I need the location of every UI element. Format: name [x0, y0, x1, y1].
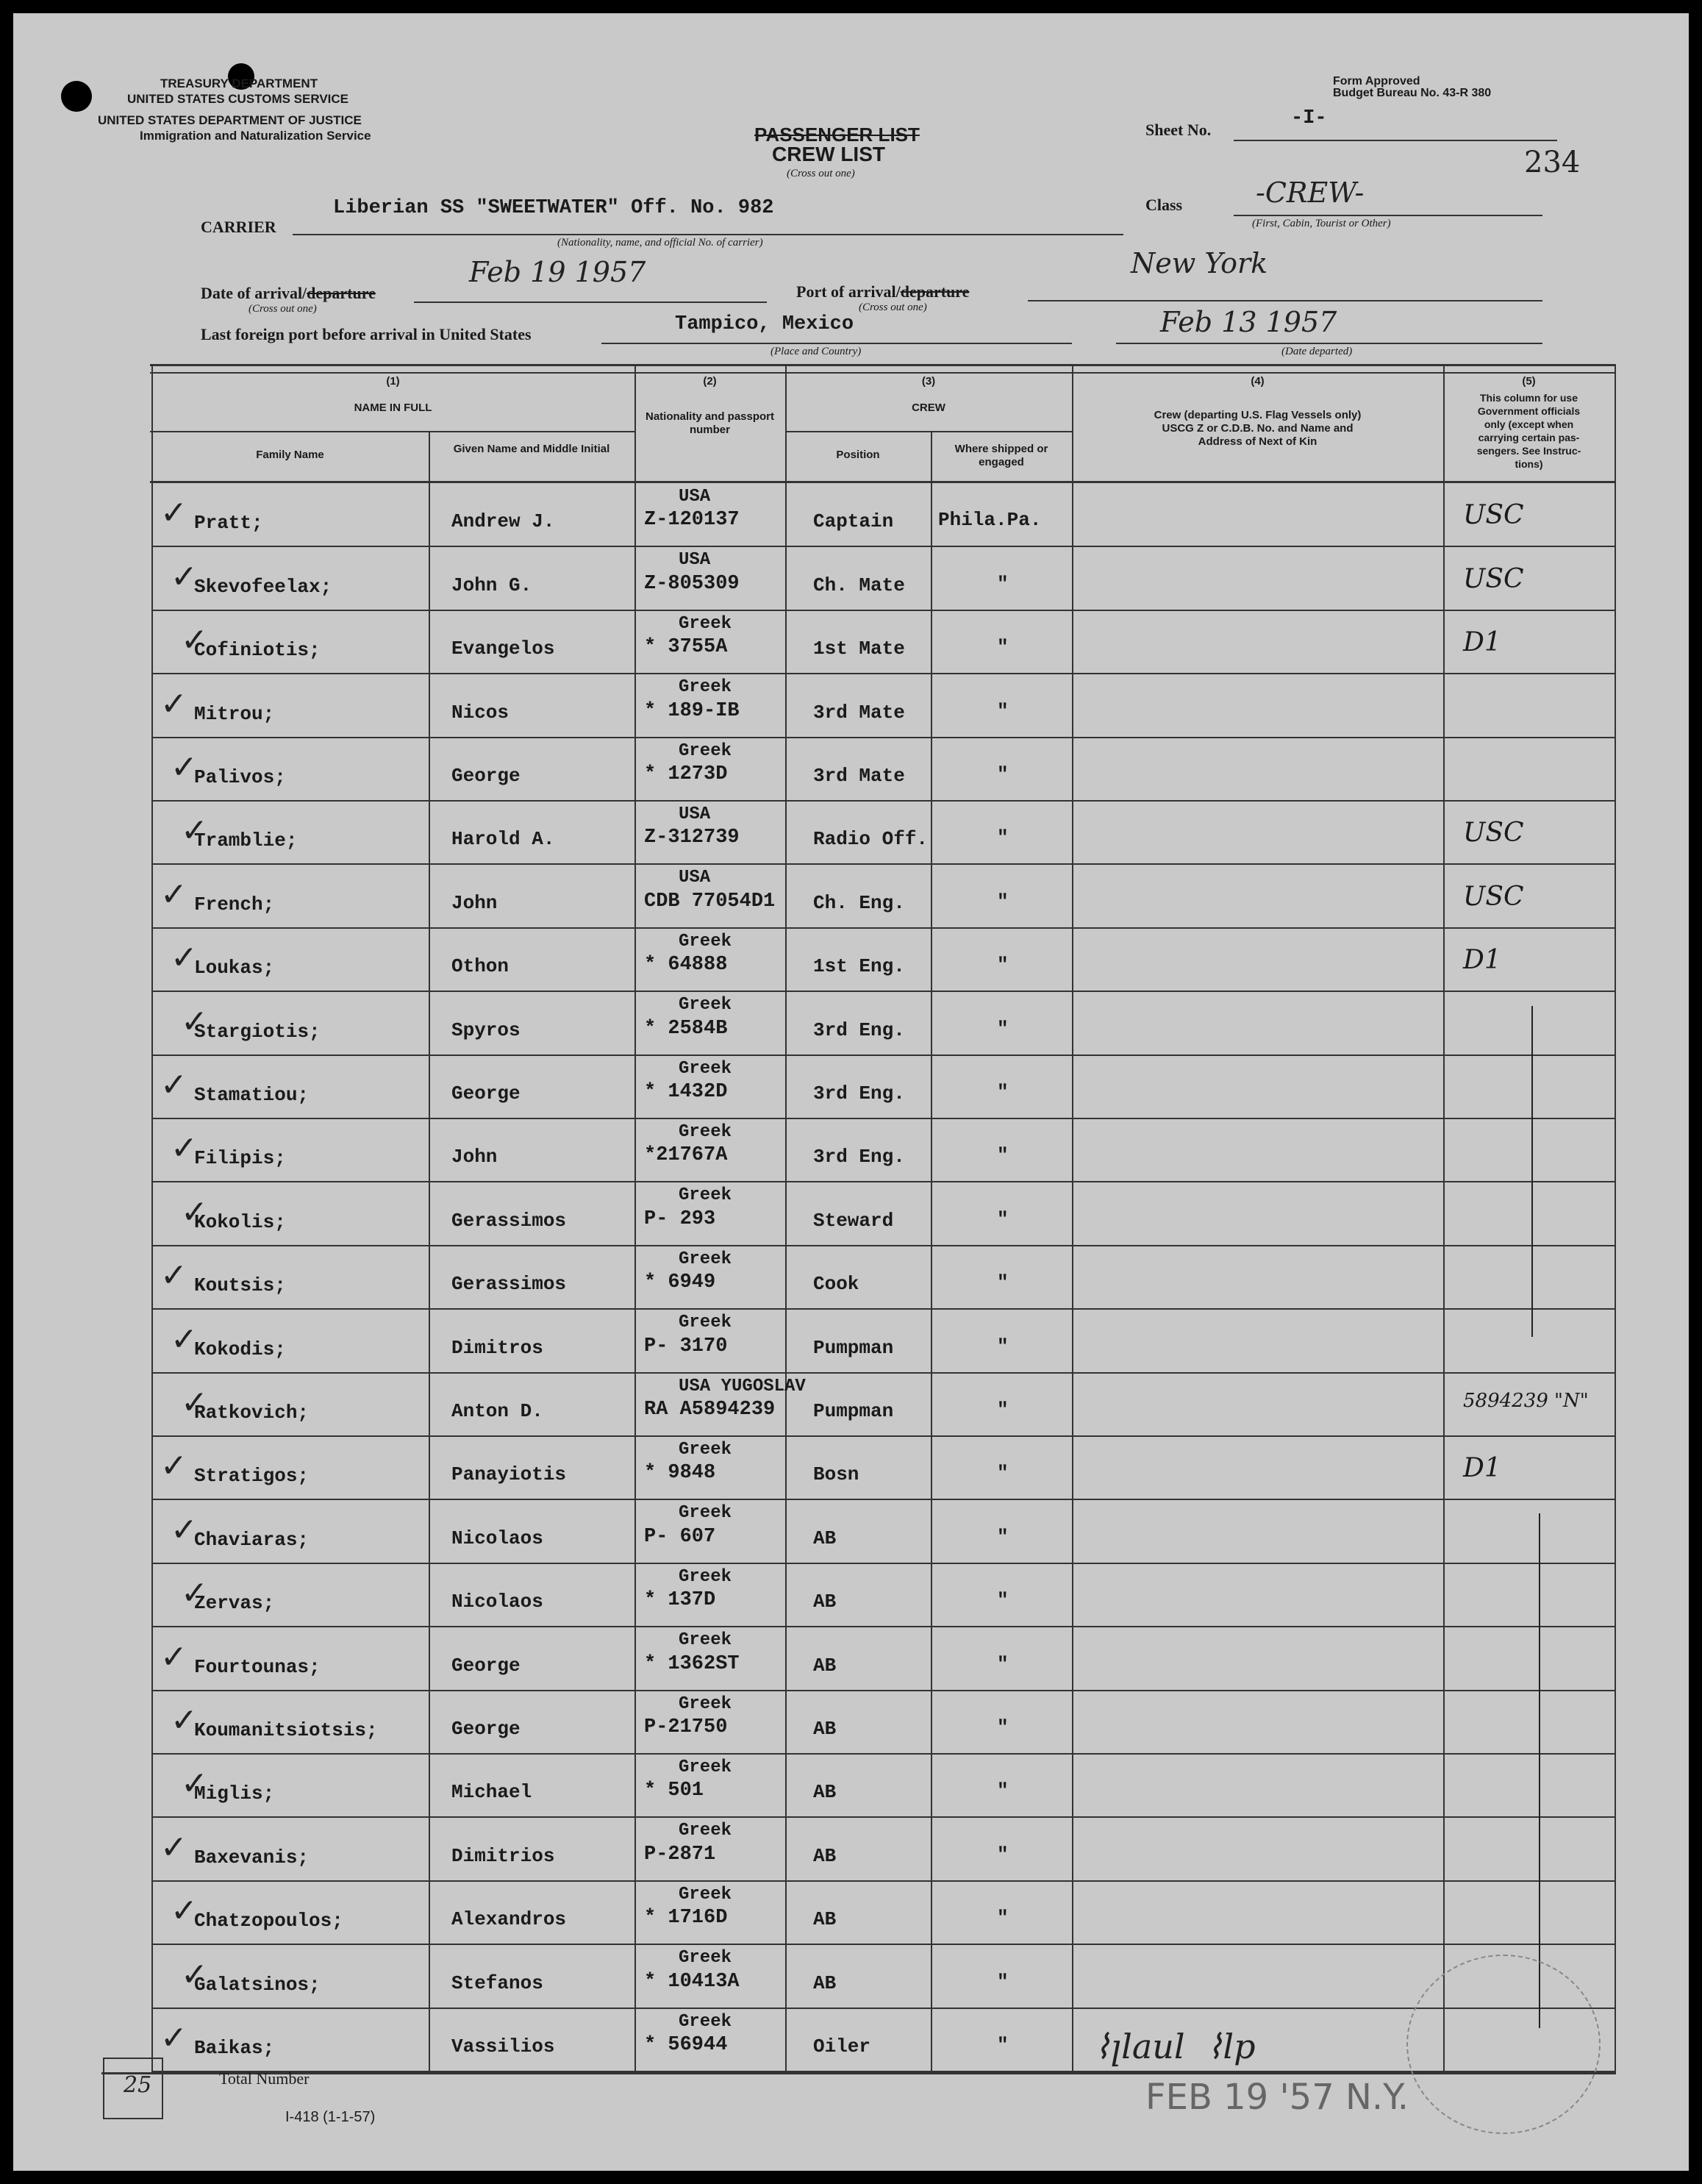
- position-cell: Captain: [813, 510, 894, 533]
- check-mark-icon: ✓: [160, 1828, 187, 1866]
- position-cell: AB: [813, 1781, 837, 1804]
- position-header: Position: [836, 449, 880, 461]
- family-name-cell: Zervas;: [194, 1592, 275, 1615]
- col2-number: (2): [703, 375, 717, 388]
- nationality-cell: Greek: [679, 1630, 732, 1651]
- family-name-cell: French;: [194, 893, 275, 916]
- passport-cell: P- 293: [644, 1207, 716, 1230]
- passport-cell: * 3755A: [644, 636, 728, 659]
- check-mark-icon: ✓: [160, 685, 187, 723]
- page-number: 234: [1524, 146, 1581, 179]
- check-mark-icon: ✓: [171, 1510, 198, 1549]
- where-shipped-cell: ": [997, 2034, 1009, 2056]
- date-value: Feb 19 1957: [469, 256, 646, 288]
- position-cell: 1st Eng.: [813, 955, 905, 978]
- nationality-cell: Greek: [679, 741, 732, 761]
- passport-cell: * 56944: [644, 2034, 728, 2056]
- family-name-cell: Stamatiou;: [194, 1084, 310, 1106]
- crew-kin-header: Crew (departing U.S. Flag Vessels only) USCG Z or C.D.B. No. and Name and Address of Next of Kin: [1154, 409, 1362, 448]
- port-value: New York: [1131, 247, 1268, 279]
- family-name-cell: Mitrou;: [194, 702, 275, 725]
- nationality-cell: Greek: [679, 1884, 732, 1905]
- family-name-cell: Loukas;: [194, 957, 275, 979]
- given-name-cell: Dimitrios: [451, 1844, 555, 1867]
- nationality-cell: Greek: [679, 1249, 732, 1269]
- nationality-cell: Greek: [679, 613, 732, 634]
- check-mark-icon: ✓: [171, 939, 198, 977]
- where-shipped-cell: ": [997, 1144, 1009, 1167]
- position-cell: AB: [813, 1591, 837, 1613]
- stamp-circle: [1406, 1955, 1601, 2134]
- nationality-cell: Greek: [679, 931, 732, 952]
- passport-cell: * 64888: [644, 954, 728, 977]
- where-shipped-cell: Phila.Pa.: [938, 509, 1042, 532]
- where-shipped-cell: ": [997, 1843, 1009, 1866]
- family-name-cell: Chaviaras;: [194, 1528, 310, 1551]
- official-note: USC: [1463, 818, 1524, 849]
- where-shipped-cell: ": [997, 1780, 1009, 1802]
- check-mark-icon: ✓: [181, 1765, 208, 1803]
- nationality-cell: Greek: [679, 1440, 732, 1460]
- where-shipped-cell: ": [997, 1271, 1009, 1294]
- position-cell: Oiler: [813, 2035, 871, 2058]
- where-shipped-cell: ": [997, 1525, 1009, 1548]
- given-name-cell: Harold A.: [451, 828, 555, 851]
- official-note: USC: [1463, 500, 1524, 531]
- form-number: I-418 (1-1-57): [285, 2109, 376, 2125]
- given-name-cell: Anton D.: [451, 1400, 543, 1422]
- check-mark-icon: ✓: [160, 1447, 187, 1485]
- where-shipped-cell: ": [997, 1652, 1009, 1675]
- where-shipped-cell: ": [997, 1017, 1009, 1040]
- nationality-cell: Greek: [679, 1058, 732, 1079]
- family-name-cell: Koutsis;: [194, 1274, 286, 1297]
- given-name-cell: Vassilios: [451, 2035, 555, 2058]
- nationality-cell: Greek: [679, 1503, 732, 1524]
- crew-list-form: [13, 13, 1689, 2171]
- sheet-no-value: -I-: [1291, 107, 1327, 129]
- last-port-note: (Place and Country): [770, 346, 862, 357]
- carrier-value: Liberian SS "SWEETWATER" Off. No. 982: [333, 197, 774, 219]
- family-name-cell: Filipis;: [194, 1147, 286, 1170]
- class-value: -CREW-: [1256, 176, 1365, 209]
- given-name-cell: Spyros: [451, 1018, 521, 1041]
- ins-service: Immigration and Naturalization Service: [140, 129, 371, 143]
- given-name-cell: John: [451, 891, 498, 914]
- given-name-cell: Stefanos: [451, 1971, 543, 1994]
- given-name-cell: Panayiotis: [451, 1463, 567, 1486]
- position-cell: AB: [813, 1654, 837, 1677]
- budget-bureau: Budget Bureau No. 43-R 380: [1333, 87, 1492, 99]
- position-cell: Pumpman: [813, 1400, 894, 1422]
- nationality-cell: Greek: [679, 1694, 732, 1714]
- family-name-cell: Ratkovich;: [194, 1402, 310, 1424]
- position-cell: 3rd Mate: [813, 765, 905, 787]
- position-cell: Cook: [813, 1273, 859, 1296]
- passport-cell: CDB 77054D1: [644, 890, 776, 913]
- total-number-value: 25: [124, 2072, 152, 2098]
- nationality-cell: Greek: [679, 1122, 732, 1142]
- nationality-cell: Greek: [679, 2011, 732, 2032]
- passport-cell: P-2871: [644, 1843, 716, 1866]
- last-port-value: Tampico, Mexico: [675, 313, 854, 335]
- where-shipped-cell: ": [997, 1207, 1009, 1230]
- date-label: Date of arrival/departure: [201, 284, 376, 302]
- check-mark-icon: ✓: [171, 1702, 198, 1739]
- title-note: (Cross out one): [787, 168, 855, 179]
- position-cell: AB: [813, 1844, 837, 1867]
- nationality-cell: USA: [679, 487, 711, 507]
- where-shipped-cell: ": [997, 1335, 1009, 1357]
- passenger-list-struck: PASSENGER LIST: [754, 124, 920, 146]
- passport-cell: * 1432D: [644, 1081, 728, 1103]
- where-shipped-cell: ": [997, 1081, 1009, 1103]
- where-shipped-cell: ": [997, 1907, 1009, 1930]
- check-mark-icon: ✓: [181, 1193, 208, 1231]
- family-name-cell: Tramblie;: [194, 829, 298, 852]
- check-mark-icon: ✓: [160, 494, 187, 532]
- date-departed-note: (Date departed): [1281, 346, 1353, 357]
- last-port-label: Last foreign port before arrival in United States: [201, 325, 532, 343]
- given-name-cell: George: [451, 1082, 521, 1105]
- nationality-cell: Greek: [679, 677, 732, 698]
- family-name-cell: Palivos;: [194, 766, 286, 788]
- passport-cell: * 1362ST: [644, 1652, 740, 1675]
- nationality-cell: Greek: [679, 1185, 732, 1206]
- position-cell: AB: [813, 1971, 837, 1994]
- given-name-cell: Gerassimos: [451, 1273, 567, 1296]
- signature: ⌇ꞁlaul ⌇lp: [1094, 2027, 1256, 2066]
- position-cell: 3rd Eng.: [813, 1082, 905, 1105]
- where-shipped-header: Where shipped or engaged: [954, 443, 1048, 468]
- total-number-label: Total Number: [219, 2069, 310, 2088]
- family-name-cell: Koumanitsiotsis;: [194, 1719, 378, 1741]
- position-cell: Steward: [813, 1209, 894, 1232]
- position-cell: AB: [813, 1527, 837, 1549]
- check-mark-icon: ✓: [171, 557, 198, 596]
- col1-number: (1): [386, 375, 400, 388]
- date-departed-value: Feb 13 1957: [1160, 306, 1337, 338]
- position-cell: AB: [813, 1718, 837, 1740]
- family-name-cell: Stargiotis;: [194, 1020, 321, 1043]
- family-name-cell: Baikas;: [194, 2037, 275, 2059]
- official-note: D1: [1463, 1453, 1501, 1484]
- official-note: USC: [1463, 881, 1524, 912]
- passport-cell: * 137D: [644, 1589, 716, 1612]
- position-cell: Pumpman: [813, 1336, 894, 1359]
- where-shipped-cell: ": [997, 636, 1009, 659]
- port-note: (Cross out one): [859, 301, 927, 313]
- passport-cell: * 501: [644, 1780, 704, 1802]
- crew-header: CREW: [912, 402, 945, 414]
- passport-cell: P- 3170: [644, 1335, 728, 1357]
- position-cell: 3rd Mate: [813, 701, 905, 724]
- nationality-cell: Greek: [679, 1313, 732, 1333]
- check-mark-icon: ✓: [181, 621, 208, 660]
- family-name-cell: Chatzopoulos;: [194, 1910, 343, 1933]
- given-name-cell: Evangelos: [451, 638, 555, 660]
- check-mark-icon: ✓: [181, 1384, 208, 1421]
- where-shipped-cell: ": [997, 1716, 1009, 1738]
- nationality-cell: USA: [679, 804, 711, 824]
- family-name-cell: Cofiniotis;: [194, 639, 321, 662]
- check-mark-icon: ✓: [171, 749, 198, 786]
- nationality-cell: Greek: [679, 1566, 732, 1587]
- passport-cell: Z-120137: [644, 509, 740, 532]
- bracket-mark: [1539, 1513, 1540, 2028]
- given-name-header: Given Name and Middle Initial: [453, 443, 610, 455]
- check-mark-icon: ✓: [171, 1892, 198, 1930]
- officials-header: This column for use Government officials only (except when carrying certain pas- sengers. See Instruc- tions): [1476, 392, 1581, 470]
- nationality-cell: USA: [679, 868, 711, 888]
- check-mark-icon: ✓: [181, 1955, 208, 1994]
- where-shipped-cell: ": [997, 890, 1009, 913]
- given-name-cell: Othon: [451, 955, 509, 978]
- family-name-cell: Skevofeelax;: [194, 575, 332, 598]
- stamp-date: FEB 19 '57 N.Y.: [1145, 2077, 1409, 2118]
- customs-service: UNITED STATES CUSTOMS SERVICE: [127, 92, 349, 106]
- passport-cell: * 10413A: [644, 1970, 740, 1993]
- passport-cell: * 1716D: [644, 1907, 728, 1930]
- given-name-cell: Nicos: [451, 701, 509, 724]
- check-mark-icon: ✓: [160, 1257, 187, 1295]
- given-name-cell: Andrew J.: [451, 510, 555, 533]
- nationality-cell: Greek: [679, 1757, 732, 1777]
- given-name-cell: Nicolaos: [451, 1591, 543, 1613]
- given-name-cell: Dimitros: [451, 1336, 543, 1359]
- passport-cell: * 6949: [644, 1271, 716, 1294]
- position-cell: 3rd Eng.: [813, 1146, 905, 1168]
- passport-cell: RA A5894239: [644, 1399, 776, 1421]
- where-shipped-cell: ": [997, 763, 1009, 785]
- given-name-cell: Alexandros: [451, 1908, 567, 1931]
- where-shipped-cell: ": [997, 954, 1009, 977]
- family-name-cell: Kokolis;: [194, 1210, 286, 1233]
- passport-cell: P-21750: [644, 1716, 728, 1738]
- family-name-header: Family Name: [256, 449, 324, 461]
- where-shipped-cell: ": [997, 1462, 1009, 1485]
- where-shipped-cell: ": [997, 1970, 1009, 1993]
- position-cell: 1st Mate: [813, 638, 905, 660]
- position-cell: Ch. Eng.: [813, 891, 905, 914]
- where-shipped-cell: ": [997, 827, 1009, 849]
- nationality-cell: Greek: [679, 995, 732, 1016]
- col3-number: (3): [921, 375, 936, 388]
- given-name-cell: Nicolaos: [451, 1527, 543, 1549]
- class-label: Class: [1145, 196, 1183, 214]
- passport-cell: * 9848: [644, 1462, 716, 1485]
- family-name-cell: Stratigos;: [194, 1465, 310, 1488]
- position-cell: 3rd Eng.: [813, 1018, 905, 1041]
- where-shipped-cell: ": [997, 1399, 1009, 1421]
- where-shipped-cell: ": [997, 1589, 1009, 1612]
- position-cell: Radio Off.: [813, 828, 929, 851]
- punch-hole: [61, 81, 92, 112]
- given-name-cell: George: [451, 1654, 521, 1677]
- check-mark-icon: ✓: [160, 1638, 187, 1676]
- given-name-cell: Gerassimos: [451, 1209, 567, 1232]
- given-name-cell: John G.: [451, 574, 532, 596]
- date-note: (Cross out one): [248, 303, 317, 315]
- check-mark-icon: ✓: [171, 1320, 198, 1358]
- given-name-cell: Michael: [451, 1781, 532, 1804]
- col4-number: (4): [1251, 375, 1265, 388]
- official-note: USC: [1463, 563, 1524, 594]
- dept-justice: UNITED STATES DEPARTMENT OF JUSTICE: [98, 113, 362, 127]
- check-mark-icon: ✓: [181, 1574, 208, 1613]
- official-note: D1: [1463, 627, 1501, 658]
- treasury-dept: TREASURY DEPARTMENT: [160, 76, 318, 90]
- check-mark-icon: ✓: [181, 812, 208, 850]
- passport-cell: Z-312739: [644, 827, 740, 849]
- nationality-cell: USA: [679, 550, 711, 571]
- passport-cell: P- 607: [644, 1525, 716, 1548]
- sheet-no-label: Sheet No.: [1145, 121, 1212, 139]
- position-cell: Bosn: [813, 1463, 859, 1486]
- check-mark-icon: ✓: [160, 2019, 187, 2057]
- check-mark-icon: ✓: [160, 1066, 187, 1104]
- official-note: 5894239 "N": [1463, 1390, 1589, 1412]
- family-name-cell: Fourtounas;: [194, 1655, 321, 1678]
- where-shipped-cell: ": [997, 699, 1009, 722]
- port-label: Port of arrival/departure: [796, 282, 970, 301]
- family-name-cell: Pratt;: [194, 512, 263, 535]
- passport-cell: Z-805309: [644, 572, 740, 595]
- given-name-cell: George: [451, 765, 521, 787]
- family-name-cell: Kokodis;: [194, 1338, 286, 1360]
- col1-title: NAME IN FULL: [354, 402, 432, 414]
- family-name-cell: Galatsinos;: [194, 1973, 321, 1996]
- class-note: (First, Cabin, Tourist or Other): [1252, 218, 1391, 229]
- position-cell: AB: [813, 1908, 837, 1931]
- family-name-cell: Baxevanis;: [194, 1846, 310, 1869]
- nationality-cell: USA YUGOSLAV: [679, 1376, 806, 1396]
- passport-cell: * 189-IB: [644, 699, 740, 722]
- passport-cell: * 2584B: [644, 1017, 728, 1040]
- official-note: D1: [1463, 945, 1501, 976]
- family-name-cell: Miglis;: [194, 1782, 275, 1805]
- nationality-cell: Greek: [679, 1821, 732, 1841]
- nationality-header: Nationality and passport number: [645, 410, 775, 436]
- bracket-mark: [1531, 1006, 1533, 1337]
- nationality-cell: Greek: [679, 1948, 732, 1969]
- where-shipped-cell: ": [997, 572, 1009, 595]
- form-approved: Form Approved: [1333, 75, 1420, 88]
- crew-list-title: CREW LIST: [772, 143, 885, 165]
- check-mark-icon: ✓: [160, 875, 187, 913]
- given-name-cell: George: [451, 1718, 521, 1740]
- col5-number: (5): [1522, 375, 1536, 388]
- passport-cell: * 1273D: [644, 763, 728, 785]
- carrier-note: (Nationality, name, and official No. of carrier): [557, 237, 763, 249]
- carrier-label: CARRIER: [201, 218, 276, 236]
- check-mark-icon: ✓: [181, 1002, 208, 1041]
- position-cell: Ch. Mate: [813, 574, 905, 596]
- passport-cell: *21767A: [644, 1144, 728, 1167]
- check-mark-icon: ✓: [171, 1130, 198, 1168]
- given-name-cell: John: [451, 1146, 498, 1168]
